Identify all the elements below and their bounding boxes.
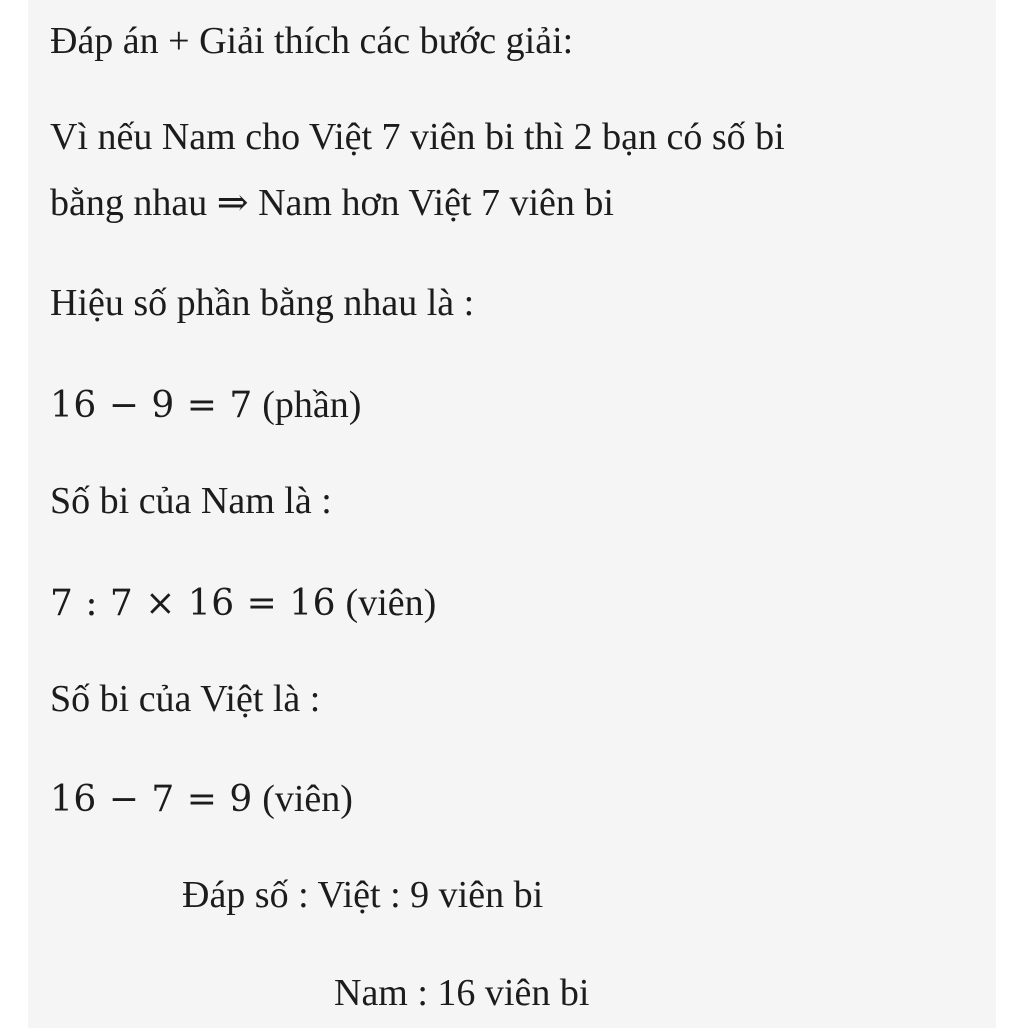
viet-label: Số bi của Việt là : xyxy=(50,678,321,720)
nam-label: Số bi của Nam là : xyxy=(50,480,332,522)
viet-expression: 16 − 7 = 9 xyxy=(50,779,253,820)
reason-line-2: bằng nhau ⇒ Nam hơn Việt 7 viên bi xyxy=(50,182,614,224)
viet-calculation xyxy=(50,780,353,818)
nam-expression: 7 : 7 × 16 = 16 xyxy=(50,583,337,624)
difference-calculation xyxy=(50,386,361,424)
viet-unit: (viên) xyxy=(252,778,353,820)
difference-unit: (phần) xyxy=(252,384,362,426)
nam-calculation xyxy=(50,584,436,622)
nam-unit: (viên) xyxy=(336,582,437,624)
answer-line-viet: Đáp số : Việt : 9 viên bi xyxy=(182,874,544,916)
difference-expression: 16 − 9 = 7 xyxy=(50,385,253,426)
difference-label: Hiệu số phần bằng nhau là : xyxy=(50,282,475,324)
reason-line-1: Vì nếu Nam cho Việt 7 viên bi thì 2 bạn có số bi xyxy=(50,116,785,158)
answer-line-nam: Nam : 16 viên bi xyxy=(334,972,590,1014)
solution-heading: Đáp án + Giải thích các bước giải: xyxy=(50,20,574,62)
